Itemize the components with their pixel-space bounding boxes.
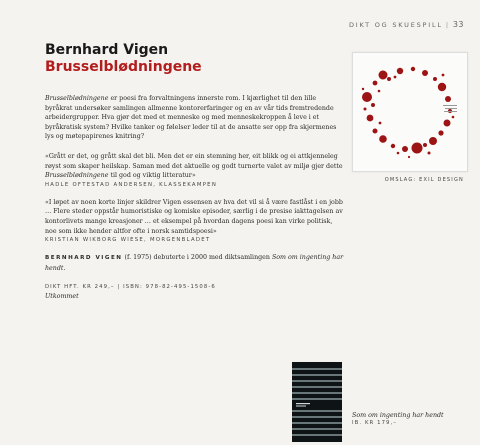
review-source-2: KRISTIAN WIKBORG WIESE, MORGENBLADET <box>45 237 211 244</box>
bio-debut-title: Som om ingenting har hendt <box>45 254 344 272</box>
book-cover-image <box>352 52 468 172</box>
description-italic-title: Brusselblødningene <box>45 95 109 102</box>
bio-end: . <box>63 264 66 272</box>
second-book-cover-image <box>292 362 342 442</box>
quote-2-text: «I løpet av noen korte linjer skildrer Vigen essensen av hva det vil si å være fastlåst i en jobb … Flere steder oppstår humoristiske og komiske episoder, særlig i de presise iakttagelsen av kontorlivets mange kreasjoner … et eksempel på hvordan dagens poesi kan virke politisk, noe som ikke hender altfor ofte i norsk samtidspoesi» <box>45 198 343 235</box>
author-bio <box>45 253 345 273</box>
cover-credit: OMSLAG: EXIL DESIGN <box>384 177 464 183</box>
bio-name: BERNHARD VIGEN <box>45 255 123 262</box>
blood-splatter-illustration <box>353 53 467 171</box>
product-info: DIKT HFT. KR 249,– | ISBN: 978-82-495-1508-6 <box>45 284 216 291</box>
page-number: 33 <box>452 20 464 29</box>
description-text: er poesi fra forvaltningens innerste rom. I kjærlighet til den lille byråkrat undersøker samlingen allmenne kontorerfaringer og en av vår tids fremtredende arbeidergrupper. Hva gjør det med et menneske og med menneskekroppen å leve i et byråkratisk system? Hvilke tanker og følelser leder til at de ansatte ser opp fra skjermenes lys og møtepapirenes knitring? <box>45 95 337 141</box>
author-name: Bernhard Vigen <box>45 42 169 58</box>
quote-1-italic: Brusselblødningene <box>45 172 109 180</box>
section-title: DIKT OG SKUESPILL <box>348 21 443 29</box>
blinds-illustration <box>292 362 342 442</box>
book-entry <box>45 42 345 301</box>
header-separator: | <box>445 21 450 29</box>
availability-status: Utkommet <box>45 293 79 301</box>
second-book-title: Som om ingenting har hendt <box>352 412 444 419</box>
book-title: Brusselblødningene <box>45 59 202 75</box>
quote-1-text: «Grått er det, og grått skal det bli. Men det er ein stemning her, eit blikk og ei attkjenneleg røyst som skaper heilskap. Saman med det aktuelle og godt turnerte valet av miljø gjer dette <box>45 152 343 170</box>
quote-1-end: til god og viktig litteratur» <box>108 172 196 180</box>
review-source-1: HADLE OFTESTAD ANDERSEN, KLASSEKAMPEN <box>45 181 218 188</box>
review-quote-1 <box>45 152 345 181</box>
review-quote-2 <box>45 198 345 236</box>
second-book-caption <box>352 411 472 426</box>
second-book-price: IB. KR 179,– <box>352 420 398 426</box>
book-description <box>45 94 345 142</box>
running-header <box>349 20 464 29</box>
bio-text: (f. 1975) debuterte i 2000 med diktsamlingen <box>122 254 272 262</box>
